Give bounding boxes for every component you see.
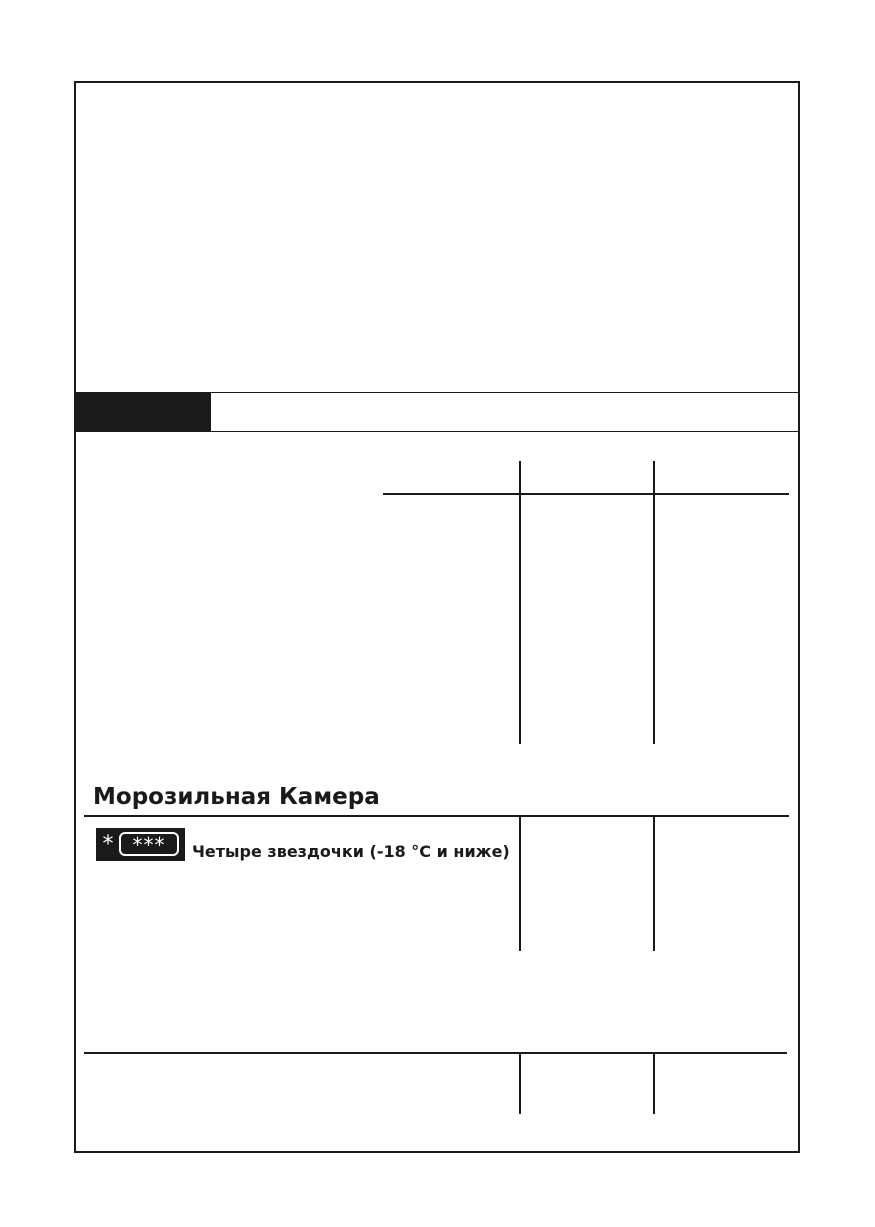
upper-table-header-rule (383, 493, 789, 495)
upper-table-column-divider-2 (653, 461, 655, 744)
freezer-table-column-divider-2 (653, 815, 655, 951)
section-header-tab (74, 393, 211, 431)
page-frame (74, 81, 800, 1153)
freezer-star-rating-icon (96, 828, 185, 861)
boxed-stars-icon: *** (119, 832, 179, 856)
freezer-table-top-rule (84, 815, 789, 817)
freezer-section-title: Морозильная Камера (93, 784, 380, 810)
star-rating-label: Четыре звездочки (-18 °C и ниже) (192, 842, 510, 861)
single-star-icon: * (102, 832, 114, 857)
section-header-bar (74, 392, 800, 432)
lower-table-column-divider-1 (519, 1052, 521, 1114)
freezer-table-column-divider-1 (519, 815, 521, 951)
upper-table-column-divider-1 (519, 461, 521, 744)
lower-table-column-divider-2 (653, 1052, 655, 1114)
lower-table-top-rule (84, 1052, 787, 1054)
